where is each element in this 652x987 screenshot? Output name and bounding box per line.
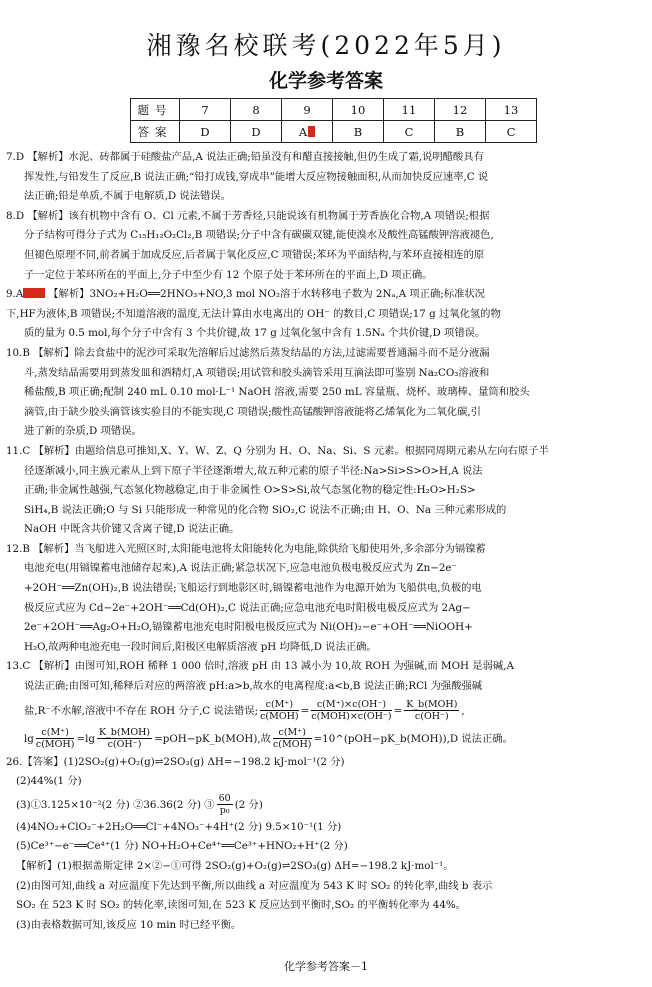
text-line: 正确;非金属性越强,气态氢化物越稳定,由于非金属性 O>S>Si,故气态氢化物的稳定性:H₂O>H₂S> [24, 484, 476, 497]
q9-prefix: 9.A [6, 288, 24, 301]
answer-key-title: 化学参考答案 [268, 70, 383, 92]
fraction-denominator: p₀ [219, 805, 230, 817]
text-line: (4)4NO₂+ClO₂⁻+2H₂O══Cl⁻+4NO₃⁻+4H⁺(2 分) 9.5×10⁻¹(1 分) [16, 820, 342, 833]
fraction-numerator: K_b(MOH) [406, 699, 458, 711]
question-number: 10 [333, 99, 384, 121]
text-line: 滴管,由于缺少胶头滴管该实验目的不能实现,C 项错误;酸性高锰酸钾溶液能将乙烯氧化为二氧化碳,引 [24, 405, 481, 418]
text-line: (3)由表格数据可知,该反应 10 min 时已经平衡。 [16, 918, 242, 931]
fraction [36, 727, 75, 750]
fraction [97, 727, 152, 750]
formula-line [6, 697, 646, 725]
fraction [217, 793, 233, 816]
answer-value: A [298, 124, 308, 139]
fraction-denominator: c(MOH) [260, 711, 299, 723]
text-line: (2)由图可知,曲线 a 对应温度下先达到平衡,所以曲线 a 对应温度为 543 K 时 SO₂ 的转化率,曲线 b 表示 [16, 879, 493, 892]
text-line: 8.D 【解析】该有机物中含有 O、Cl 元素,不属于芳香烃,只能说该有机物属于芳香族化合物,A 项错误;根据 [6, 209, 490, 222]
fraction-denominator: c(MOH) [35, 739, 75, 751]
text-line: 12.B 【解析】当飞船进入光照区时,太阳能电池将太阳能转化为电能,除供给飞船使用外,多余部分为镉镍蓄 [6, 542, 486, 555]
formula-line [6, 792, 646, 818]
red-highlight-mark [23, 288, 45, 298]
question-number: 11 [384, 99, 435, 121]
question-number: 12 [435, 99, 486, 121]
answer-cell: C [486, 121, 537, 143]
text-line: 7.D 【解析】水泥、砖都属于硅酸盐产品,A 说法正确;铅虽没有和醋直接接触,但仍生成了霜,说明醋酸具有 [6, 151, 484, 163]
text-line: 说法正确;由图可知,稀释后对应的两溶液 pH:a>b,故水的电离程度:a<b,B 说法正确;RCl 为强酸强碱 [24, 680, 483, 693]
red-highlight-mark [308, 126, 315, 137]
text-line: 极反应式应为 Cd−2e⁻+2OH⁻══Cd(OH)₂,C 说法正确;应急电池充电时阳极电极反应式为 2Ag− [24, 601, 471, 614]
text-line: 11.C 【解析】由题给信息可推知,X、Y、W、Z、Q 分别为 H、O、Na、Si、S 元素。根据同周期元素从左向右原子半 [6, 444, 549, 457]
text-line: 法正确;铅是单质,不属于电解质,D 说法错误。 [24, 190, 231, 203]
formula-text: =lg [76, 732, 95, 745]
formula-text: , [461, 704, 465, 717]
answer-table-answer-row [131, 121, 537, 143]
text-line: SO₂ 在 523 K 时 SO₂ 的转化率,读图可知,在 523 K 反应达到平衡时,SO₂ 的平衡转化率为 44%。 [16, 899, 466, 912]
text-line: 10.B 【解析】除去食盐中的泥沙可采取先溶解后过滤然后蒸发结晶的方法,过滤需要普通漏斗而不是分液漏 [6, 346, 490, 359]
question-number: 9 [282, 99, 333, 121]
answer-cell: B [333, 121, 384, 143]
fraction-numerator: c(M⁺) [273, 727, 312, 739]
formula-text: 盐,R⁻不水解,溶液中不存在 ROH 分子,C 说法错误; [24, 704, 259, 717]
text-line: SiH₄,B 说法正确;O 与 Si 只能形成一种常见的化合物 SiO₂,C 说法不正确;由 H、O、Na 三种元素形成的 [24, 503, 507, 516]
text-line: 电池充电(用镉镍蓄电池储存起来),A 说法正确;紧急状况下,应急电池负极电极反应式为 Zn−2e⁻ [24, 562, 457, 575]
text-line: 下,HF为液体,B 项错误;不知道溶液的温度,无法计算由水电离出的 OH⁻ 的数目,C 项错误;17 g 过氧化氢的物 [6, 307, 501, 320]
equals-sign: = [393, 704, 403, 717]
formula-text: (2 分) [234, 798, 263, 811]
fraction [311, 699, 391, 722]
answer-cell: B [435, 121, 486, 143]
fraction-numerator: c(M⁺) [36, 727, 75, 739]
formula-text: lg [24, 732, 34, 745]
answer-cell: D [231, 121, 282, 143]
fraction [273, 727, 312, 750]
formula-text: =pOH−pK_b(MOH),故 [154, 732, 271, 745]
formula-text: =10^(pOH−pK_b(MOH)),D 说法正确。 [313, 732, 513, 745]
answer-cell: C [384, 121, 435, 143]
text-line: (5)Ce³⁺−e⁻══Ce⁴⁺(1 分) NO+H₂O+Ce⁴⁺══Ce³⁺+HNO₂+H⁺(2 分) [16, 840, 348, 853]
fraction [260, 699, 299, 722]
fraction-denominator: c(OH⁻) [107, 739, 142, 751]
row-label-number: 题号 [131, 99, 180, 121]
text-line: 13.C 【解析】由图可知,ROH 稀释 1 000 倍时,溶液 pH 由 13 减小为 10,故 ROH 为强碱,而 MOH 是弱碱,A [6, 660, 514, 673]
text-line: NaOH 中既含共价键又含离子键,D 说法正确。 [24, 523, 240, 536]
text-line: 斗,蒸发结晶需要用到蒸发皿和酒精灯,A 项错误;用试管和胶头滴管采用互滴法即可鉴别 Na₂CO₃溶液和 [24, 366, 490, 379]
text-line: 2e⁻+2OH⁻══Ag₂O+H₂O,镉镍蓄电池充电时阳极电极反应式为 Ni(OH)₂−e⁻+OH⁻══NiOOH+ [24, 621, 473, 634]
answer-cell-highlighted [282, 121, 333, 143]
text-line: 挥发性,与铅发生了反应,B 说法正确;“铅打成钱,穿成串”能增大反应物接触面积,从而加快反应速率,C 说 [24, 170, 489, 183]
text-line: 【解析】(1)根据盖斯定律 2×②−①可得 2SO₂(g)+O₂(g)⇌2SO₃(g) ΔH=−198.2 kJ·mol⁻¹。 [16, 860, 454, 872]
text-line: 径逐渐减小,同主族元素从上到下原子半径逐渐增大,故五种元素的原子半径:Na>Si>S>O>H,A 说法 [24, 464, 483, 477]
formula-text: (3)①3.125×10⁻²(2 分) ②36.36(2 分) ③ [16, 798, 215, 811]
formula-line [6, 725, 646, 753]
fraction-denominator: c(OH⁻) [414, 711, 449, 723]
question-number: 8 [231, 99, 282, 121]
fraction [404, 699, 459, 722]
fraction-denominator: c(MOH)×c(OH⁻) [311, 711, 392, 723]
row-label-answer: 答案 [131, 121, 180, 143]
text-line [6, 285, 646, 305]
page-footer: 化学参考答案－1 [284, 960, 368, 973]
fraction-denominator: c(MOH) [272, 739, 312, 751]
text-line: H₂O,故两种电池充电一段时间后,阳极区电解质溶液 pH 均降低,D 说法正确。 [24, 640, 377, 653]
text-line: 26.【答案】(1)2SO₂(g)+O₂(g)⇌2SO₃(g) ΔH=−198.2 kJ·mol⁻¹(2 分) [6, 755, 345, 768]
text-line: 进了新的杂质,D 项错误。 [24, 425, 142, 438]
answer-table [130, 98, 537, 143]
fraction-numerator: 60 [218, 793, 231, 805]
text-line: 但褪色原理不同,前者属于加成反应,后者属于氧化反应,C 项错误;苯环为平面结构,与苯环直接相连的原 [24, 248, 485, 261]
text-line: (2)44%(1 分) [16, 775, 82, 788]
text-line: 稀盐酸,B 项正确;配制 240 mL 0.10 mol·L⁻¹ NaOH 溶液,需要 250 mL 容量瓶、烧杯、玻璃棒、量筒和胶头 [24, 386, 530, 399]
text-line: 子一定位于苯环所在的平面上,分子中至少有 12 个原子处于苯环所在的平面上,D 项正确。 [24, 268, 433, 281]
fraction-numerator: K_b(MOH) [98, 727, 151, 739]
q9-text: 【解析】3NO₂+H₂O══2HNO₃+NO,3 mol NO₂溶于水转移电子数为 2Nₐ,A 项正确;标准状况 [48, 288, 485, 301]
answer-table-number-row [131, 99, 537, 121]
explanations [6, 148, 646, 935]
equals-sign: = [300, 704, 310, 717]
text-line: 分子结构可得分子式为 C₁₅H₁₂O₂Cl₂,B 项错误;分子中含有碳碳双键,能使溴水及酸性高锰酸钾溶液褪色, [24, 229, 494, 242]
question-number: 7 [180, 99, 231, 121]
question-number: 13 [486, 99, 537, 121]
text-line: +2OH⁻══Zn(OH)₂,B 说法错误;飞船运行到地影区时,镉镍蓄电池作为电源开始为飞船供电,负极的电 [24, 582, 482, 595]
fraction-numerator: c(M⁺)×c(OH⁻) [311, 699, 391, 711]
exam-title: 湘豫名校联考(2022年5月) [146, 31, 506, 60]
answer-cell: D [180, 121, 231, 143]
text-line: 质的量为 0.5 mol,每个分子中含有 3 个共价键,故 17 g 过氧化氢中含有 1.5Nₐ 个共价键,D 项错误。 [24, 327, 486, 340]
fraction-numerator: c(M⁺) [260, 699, 299, 711]
